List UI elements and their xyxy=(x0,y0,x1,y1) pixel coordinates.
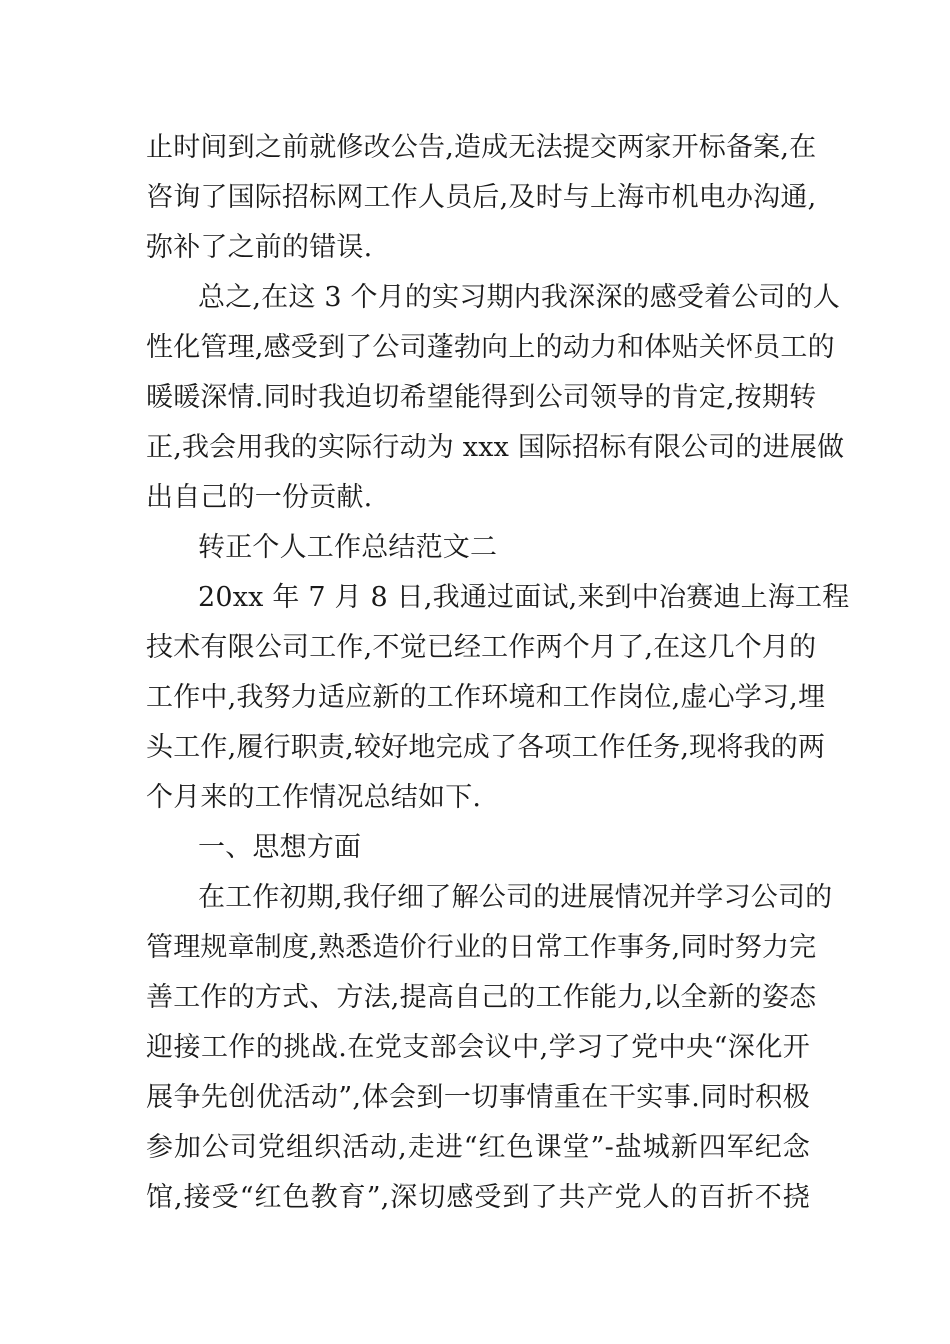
text-line: 出自己的一份贡献. xyxy=(146,482,373,513)
paragraph-first-line: 总之,在这 3 个月的实习期内我深深的感受着公司的人 xyxy=(198,282,841,313)
text-line: 工作中,我努力适应新的工作环境和工作岗位,虚心学习,埋 xyxy=(146,682,826,713)
text-line: 咨询了国际招标网工作人员后,及时与上海市机电办沟通, xyxy=(146,182,817,213)
paragraph-first-line: 在工作初期,我仔细了解公司的进展情况并学习公司的 xyxy=(198,882,833,913)
text-line: 弥补了之前的错误. xyxy=(146,232,373,263)
text-line: 暖暖深情.同时我迫切希望能得到公司领导的肯定,按期转 xyxy=(146,382,817,413)
text-line: 馆,接受“红色教育”,深切感受到了共产党人的百折不挠 xyxy=(146,1182,810,1213)
text-line: 正,我会用我的实际行动为 xxx 国际招标有限公司的进展做 xyxy=(146,432,845,463)
text-line: 头工作,履行职责,较好地完成了各项工作任务,现将我的两 xyxy=(146,732,826,763)
text-line: 展争先创优活动”,体会到一切事情重在干实事.同时积极 xyxy=(146,1082,810,1113)
text-line: 管理规章制度,熟悉造价行业的日常工作事务,同时努力完 xyxy=(146,932,817,963)
paragraph-first-line: 20xx 年 7 月 8 日,我通过面试,来到中冶赛迪上海工程 xyxy=(198,582,850,613)
text-line: 个月来的工作情况总结如下. xyxy=(146,782,482,813)
subsection-heading: 一、思想方面 xyxy=(198,832,362,863)
text-line: 参加公司党组织活动,走进“红色课堂”-盐城新四军纪念 xyxy=(146,1132,810,1163)
text-line: 善工作的方式、方法,提高自己的工作能力,以全新的姿态 xyxy=(146,982,817,1013)
text-line: 迎接工作的挑战.在党支部会议中,学习了党中央“深化开 xyxy=(146,1032,810,1063)
text-line: 技术有限公司工作,不觉已经工作两个月了,在这几个月的 xyxy=(146,632,817,663)
text-line: 止时间到之前就修改公告,造成无法提交两家开标备案,在 xyxy=(146,132,817,163)
section-heading: 转正个人工作总结范文二 xyxy=(198,532,498,563)
text-line: 性化管理,感受到了公司蓬勃向上的动力和体贴关怀员工的 xyxy=(146,332,835,363)
